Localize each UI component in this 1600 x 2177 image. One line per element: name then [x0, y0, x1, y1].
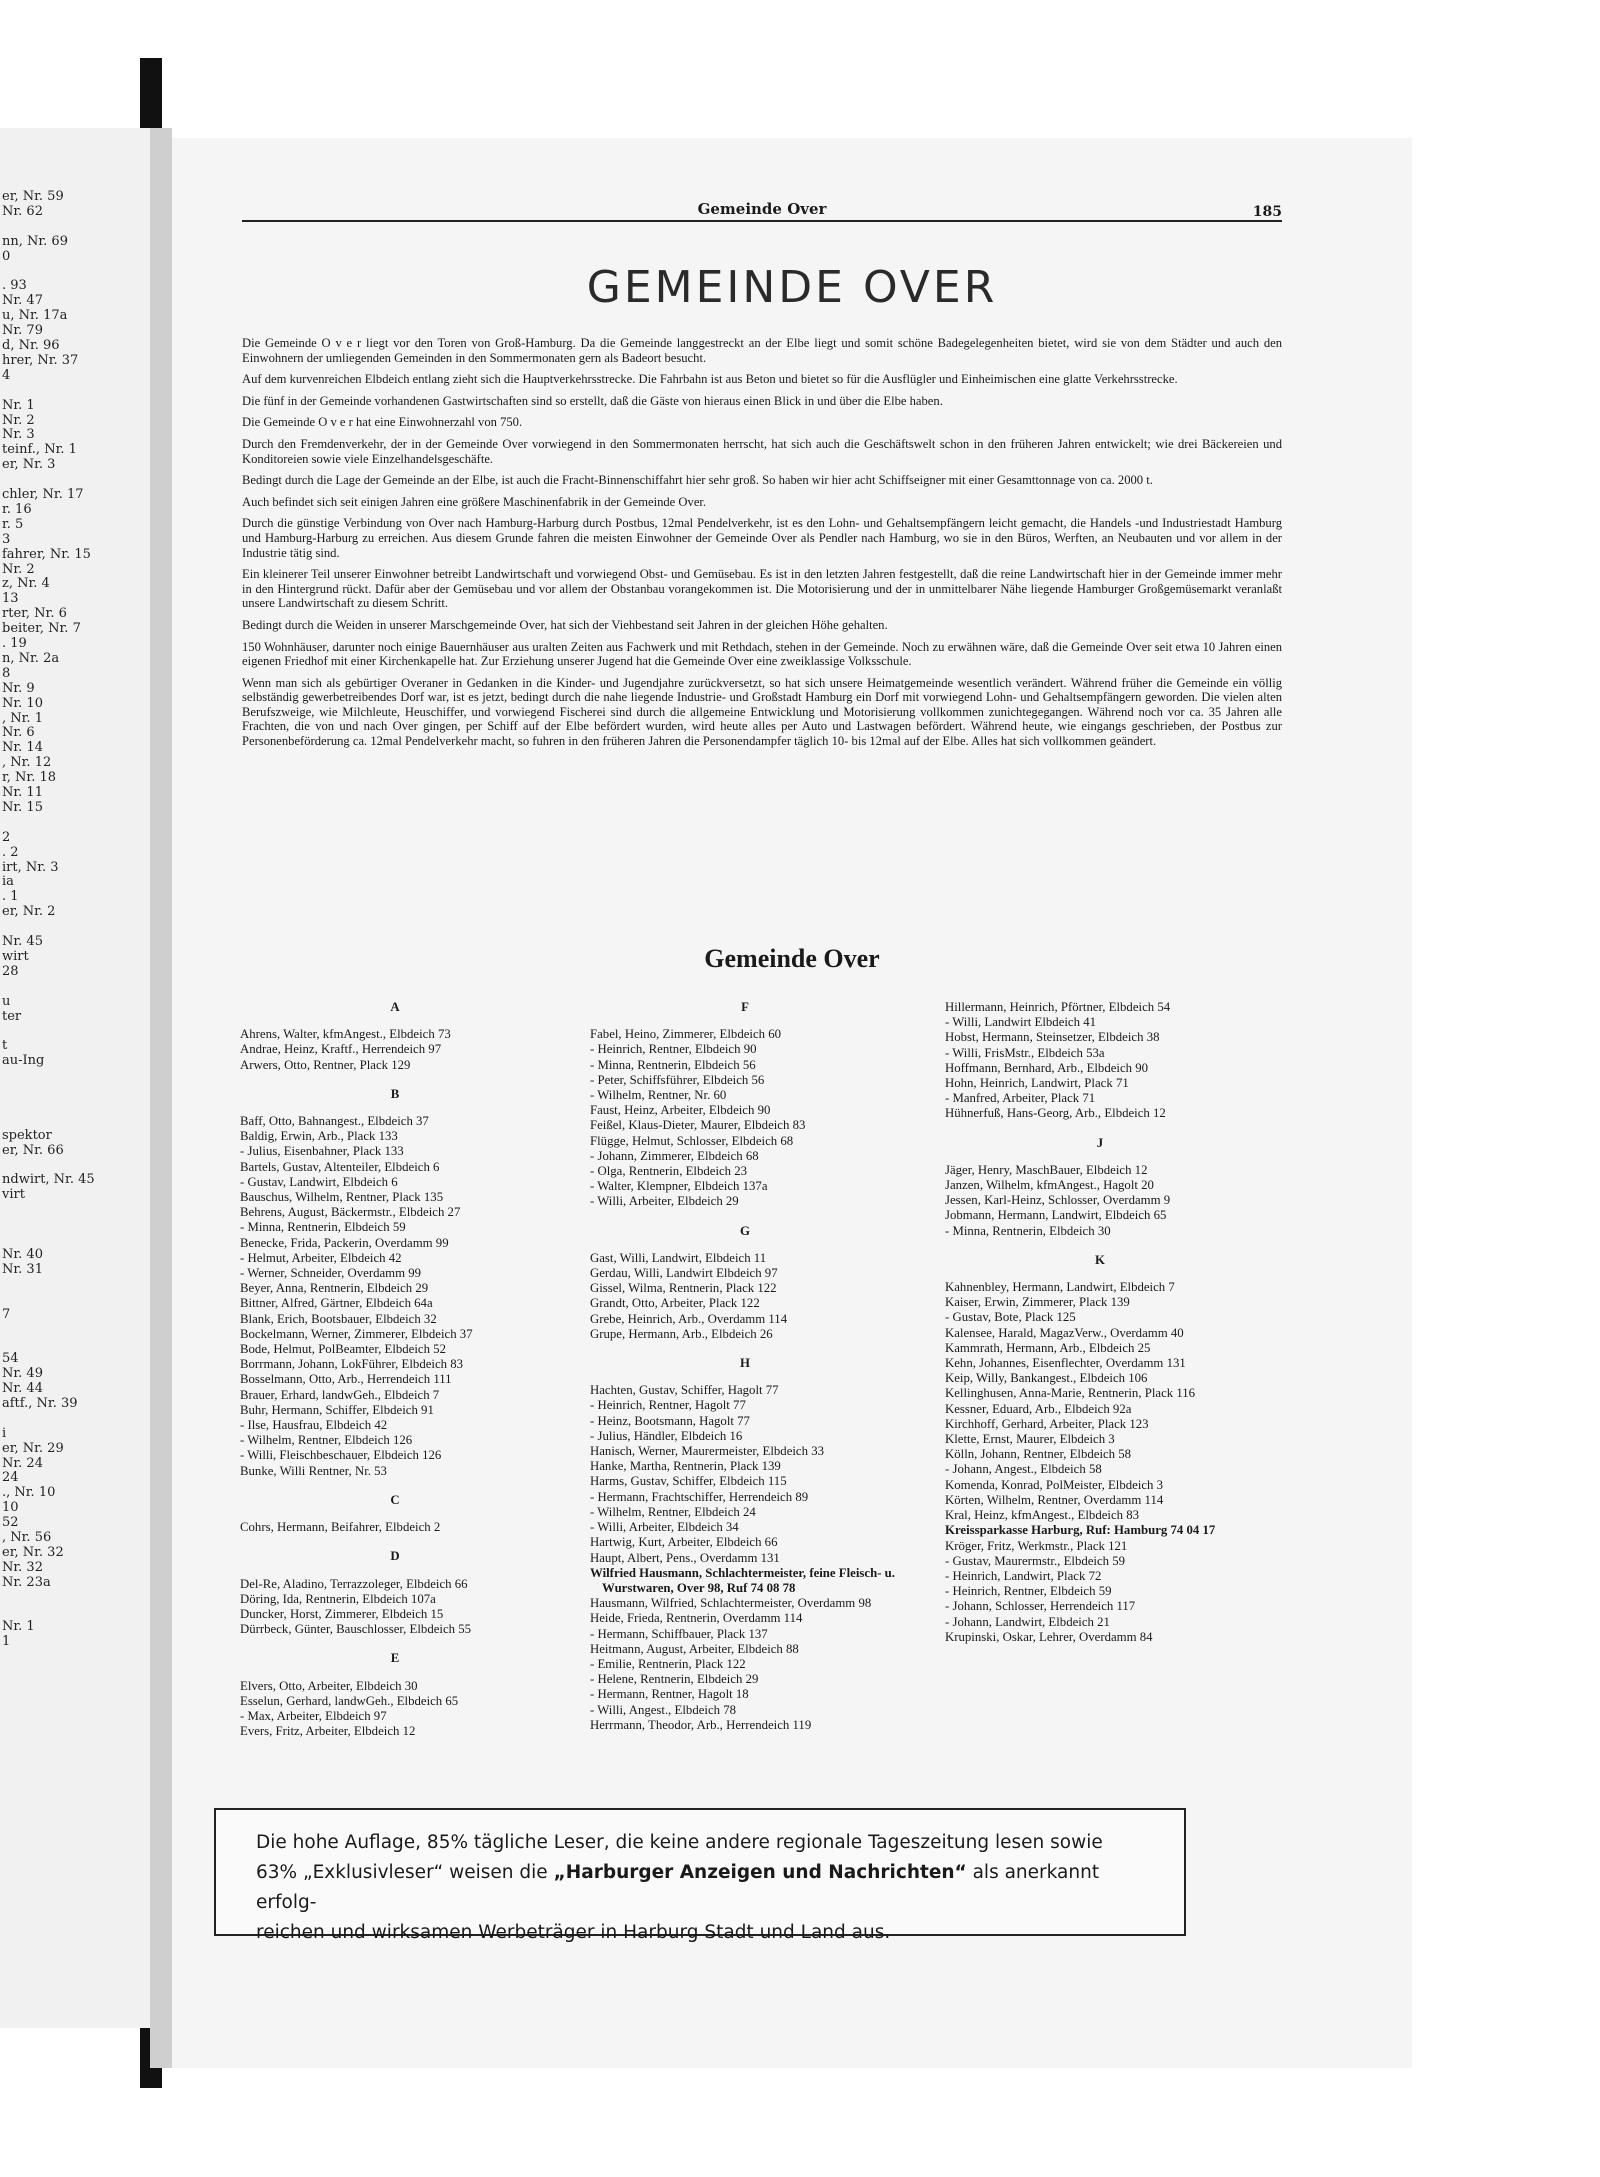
directory-entry: Jäger, Henry, MaschBauer, Elbdeich 12 [945, 1162, 1148, 1177]
advertisement-text [256, 1828, 1144, 1948]
intro-text [242, 336, 1282, 756]
previous-page-line: ., Nr. 10 [2, 1485, 56, 1501]
binding-gutter [150, 128, 172, 2068]
directory-entry: - Hermann, Frachtschiffer, Herrendeich 89 [590, 1489, 809, 1504]
directory-entry: Kröger, Fritz, Werkmstr., Plack 121 [945, 1538, 1128, 1553]
directory-entry: Herrmann, Theodor, Arb., Herrendeich 119 [590, 1717, 812, 1732]
previous-page-line: ia [2, 874, 14, 890]
directory-entry: - Johann, Zimmerer, Elbdeich 68 [590, 1148, 759, 1163]
directory-entry: Keip, Willy, Bankangest., Elbdeich 106 [945, 1371, 1148, 1386]
previous-page-line: virt [2, 1187, 25, 1203]
directory-entry: Kaiser, Erwin, Zimmerer, Plack 139 [945, 1295, 1130, 1310]
previous-page-line: . 93 [2, 278, 27, 294]
directory-entry: Baff, Otto, Bahnangest., Elbdeich 37 [240, 1114, 429, 1129]
intro-paragraph: Die fünf in der Gemeinde vorhandenen Gastwirtschaften sind so erstellt, daß die Gäste von hieraus einen Blick in und über die Elbe haben. [242, 393, 943, 408]
section-letter: D [390, 1549, 400, 1564]
directory-entry: Gerdau, Willi, Landwirt Elbdeich 97 [590, 1266, 778, 1281]
previous-page-line: 52 [2, 1515, 19, 1531]
intro-paragraph: Auf dem kurvenreichen Elbdeich entlang zieht sich die Hauptverkehrsstrecke. Die Fahrbahn ist aus Beton und bietet so für die Ausflügler und Einheimischen eine glatte Verkehrsstrecke. [242, 372, 1178, 387]
advertisement-box [214, 1808, 1186, 1943]
directory-entry: - Willi, Angest., Elbdeich 78 [590, 1702, 737, 1717]
previous-page-line: z, Nr. 4 [2, 576, 50, 592]
previous-page-line: 2 [2, 829, 11, 845]
section-letter: G [740, 1223, 750, 1238]
section-letter: F [741, 1000, 749, 1014]
previous-page-line: 3 [2, 531, 11, 547]
ad-line-2-post: als anerkannt erfolg- [256, 1862, 1100, 1913]
previous-page-line: Nr. 15 [2, 799, 43, 815]
directory-entry: Hühnerfuß, Hans-Georg, Arb., Elbdeich 12 [945, 1106, 1166, 1121]
directory-entry: - Heinrich, Rentner, Hagolt 77 [590, 1398, 746, 1413]
directory-entry: Haupt, Albert, Pens., Overdamm 131 [590, 1550, 780, 1565]
directory-entry: - Olga, Rentnerin, Elbdeich 23 [590, 1164, 748, 1179]
previous-page-line: hrer, Nr. 37 [2, 352, 79, 368]
directory-entry: Komenda, Konrad, PolMeister, Elbdeich 3 [945, 1477, 1164, 1492]
previous-page-line: Nr. 24 [2, 1455, 43, 1471]
previous-page-line: u [2, 993, 11, 1009]
directory-entry: Hillermann, Heinrich, Pförtner, Elbdeich 54 [945, 1000, 1171, 1014]
directory-entry: Kammrath, Hermann, Arb., Elbdeich 25 [945, 1340, 1151, 1355]
directory-entry: Hachten, Gustav, Schiffer, Hagolt 77 [590, 1383, 779, 1398]
previous-page-line: chler, Nr. 17 [2, 487, 84, 502]
directory-entry: Flügge, Helmut, Schlosser, Elbdeich 68 [590, 1133, 794, 1148]
previous-page-line: . 19 [2, 636, 27, 651]
directory-entry: Döring, Ida, Rentnerin, Elbdeich 107a [240, 1591, 436, 1606]
directory-entry: - Hermann, Schiffbauer, Plack 137 [590, 1626, 768, 1641]
directory-entry: Hohn, Heinrich, Landwirt, Plack 71 [945, 1076, 1129, 1091]
directory-entry: - Gustav, Landwirt, Elbdeich 6 [240, 1174, 398, 1189]
directory-entry: Kellinghusen, Anna-Marie, Rentnerin, Plack 116 [945, 1386, 1196, 1401]
directory-entry: Kreissparkasse Harburg, Ruf: Hamburg 74 04 17 [945, 1523, 1216, 1538]
previous-page-line: Nr. 40 [2, 1246, 43, 1262]
ad-line-2 [256, 1858, 1144, 1918]
directory-entry: Bode, Helmut, PolBeamter, Elbdeich 52 [240, 1342, 446, 1357]
section-letter: A [390, 1000, 400, 1014]
previous-page-line: er, Nr. 29 [2, 1440, 64, 1456]
previous-page-line: n, Nr. 2a [2, 650, 60, 666]
directory-entry: Benecke, Frida, Packerin, Overdamm 99 [240, 1235, 449, 1250]
previous-page-line: Nr. 14 [2, 740, 43, 756]
directory-entry: Cohrs, Hermann, Beifahrer, Elbdeich 2 [240, 1520, 441, 1535]
previous-page-line: er, Nr. 66 [2, 1142, 64, 1158]
directory-entry: - Willi, Arbeiter, Elbdeich 34 [590, 1520, 739, 1535]
directory-entry: Bockelmann, Werner, Zimmerer, Elbdeich 37 [240, 1326, 473, 1341]
previous-page-line: 8 [2, 665, 11, 681]
previous-page-line: ndwirt, Nr. 45 [2, 1172, 95, 1188]
directory-entry: Brauer, Erhard, landwGeh., Elbdeich 7 [240, 1387, 440, 1402]
previous-page-line: Nr. 1 [2, 397, 35, 413]
running-title: Gemeinde Over [697, 200, 827, 218]
previous-page-line: u, Nr. 17a [2, 308, 68, 324]
directory-entry: Hanke, Martha, Rentnerin, Plack 139 [590, 1459, 781, 1474]
directory-entry: Bauschus, Wilhelm, Rentner, Plack 135 [240, 1190, 444, 1205]
directory-entry: Beyer, Anna, Rentnerin, Elbdeich 29 [240, 1281, 429, 1296]
directory-entry: Baldig, Erwin, Arb., Plack 133 [240, 1129, 398, 1144]
previous-page-line: 28 [2, 963, 19, 979]
directory-entry: - Heinz, Bootsmann, Hagolt 77 [590, 1413, 750, 1428]
directory-entry: Blank, Erich, Bootsbauer, Elbdeich 32 [240, 1311, 437, 1326]
previous-page-line: irt, Nr. 3 [2, 859, 59, 875]
directory-entry: Evers, Fritz, Arbeiter, Elbdeich 12 [240, 1724, 416, 1739]
directory-entry: Hobst, Hermann, Steinsetzer, Elbdeich 38 [945, 1030, 1160, 1045]
directory-entry: Elvers, Otto, Arbeiter, Elbdeich 30 [240, 1678, 418, 1693]
previous-page-line: 4 [2, 367, 11, 383]
previous-page-line: Nr. 49 [2, 1366, 43, 1382]
running-header [242, 200, 1282, 222]
previous-page-line: fahrer, Nr. 15 [2, 546, 91, 562]
directory-entry: Grupe, Hermann, Arb., Elbdeich 26 [590, 1326, 773, 1341]
directory-entry: - Willi, Landwirt Elbdeich 41 [945, 1015, 1097, 1030]
previous-page-line: Nr. 47 [2, 293, 43, 309]
directory-entry: Kahnenbley, Hermann, Landwirt, Elbdeich 7 [945, 1280, 1175, 1295]
directory-entry: - Hermann, Rentner, Hagolt 18 [590, 1687, 749, 1702]
previous-page-line: d, Nr. 96 [2, 338, 60, 353]
directory-entry: - Minna, Rentnerin, Elbdeich 30 [945, 1223, 1111, 1238]
previous-page-line: . 2 [2, 844, 19, 860]
directory-entry: - Max, Arbeiter, Elbdeich 97 [240, 1708, 387, 1723]
directory-entry: Bunke, Willi Rentner, Nr. 53 [240, 1463, 387, 1478]
directory-entry: Fabel, Heino, Zimmerer, Elbdeich 60 [590, 1027, 782, 1042]
directory-entry: Gissel, Wilma, Rentnerin, Plack 122 [590, 1281, 777, 1296]
previous-page-line: nn, Nr. 69 [2, 233, 68, 249]
directory-column-1 [240, 1000, 550, 1739]
directory-entry: Buhr, Hermann, Schiffer, Elbdeich 91 [240, 1402, 434, 1417]
intro-paragraph: 150 Wohnhäuser, darunter noch einige Bauernhäuser aus uralten Zeiten aus Fachwerk und mit Rethdach, stehen in der Gemeinde. Noch zu erwähnen wäre, daß die Gemeinde Over seit etwa 10 Jahren einen eigenen Friedhof mit einer Kirchenkapelle hat. Zur Erziehung unserer Jugend hat die Gemeinde Over eine zweiklassige Volksschule. [242, 639, 1282, 669]
previous-page-line: aftf., Nr. 39 [2, 1395, 78, 1411]
directory-entry: Del-Re, Aladino, Terrazzoleger, Elbdeich 66 [240, 1576, 468, 1591]
previous-page-line: er, Nr. 2 [2, 904, 56, 920]
directory-entry: Krupinski, Oskar, Lehrer, Overdamm 84 [945, 1629, 1153, 1644]
intro-paragraph: Ein kleinerer Teil unserer Einwohner betreibt Landwirtschaft und vorwiegend Obst- und Gemüsebau. Es ist in den letzten Jahren festgestellt, daß die reine Landwirtschaft hier in der Gemeinde immer mehr in den Hintergrund rückt. Dafür aber der Gemüsebau und vor allem der Obstanbau vorangekommen ist. Die Motorisierung und der in unmittelbarer Nähe liegende Hamburger Großgemüsemarkt veranlaßt unsere Landwirtschaft zu diesem Schritt. [242, 567, 1282, 611]
previous-page-line: 13 [2, 591, 19, 607]
ad-newspaper-name: „Harburger Anzeigen und Nachrichten“ [553, 1862, 967, 1883]
directory-entry: - Gustav, Maurermstr., Elbdeich 59 [945, 1553, 1126, 1568]
directory-entry: - Julius, Händler, Elbdeich 16 [590, 1428, 743, 1443]
previous-page-line: Nr. 2 [2, 561, 35, 577]
directory-column-2 [590, 1000, 900, 1733]
previous-page-line: r, Nr. 18 [2, 770, 57, 786]
previous-page-line: spektor [2, 1127, 52, 1143]
previous-page-line: 10 [2, 1500, 19, 1516]
previous-page-line: Nr. 62 [2, 203, 43, 219]
ad-line-2-pre: 63% „Exklusivleser“ weisen die [256, 1862, 554, 1883]
directory-entry: - Minna, Rentnerin, Elbdeich 56 [590, 1057, 756, 1072]
directory-entry: Kalensee, Harald, MagazVerw., Overdamm 40 [945, 1325, 1184, 1340]
directory-entry: Grebe, Heinrich, Arb., Overdamm 114 [590, 1311, 788, 1326]
directory-entry: Grandt, Otto, Arbeiter, Plack 122 [590, 1296, 760, 1311]
directory-entry: - Wilhelm, Rentner, Elbdeich 24 [590, 1504, 756, 1519]
directory-entry: - Johann, Angest., Elbdeich 58 [945, 1462, 1102, 1477]
section-letter: J [1096, 1135, 1104, 1150]
directory-entry: Hanisch, Werner, Maurermeister, Elbdeich 33 [590, 1444, 825, 1459]
previous-page-line: , Nr. 1 [2, 710, 43, 726]
previous-page-line: Nr. 9 [2, 680, 35, 696]
previous-page-line: Nr. 10 [2, 695, 43, 711]
directory-entry: Heide, Frieda, Rentnerin, Overdamm 114 [590, 1611, 803, 1626]
directory-entry: - Helene, Rentnerin, Elbdeich 29 [590, 1672, 759, 1687]
directory-entry: - Gustav, Bote, Plack 125 [945, 1310, 1076, 1325]
directory-entry: Janzen, Wilhelm, kfmAngest., Hagolt 20 [945, 1178, 1154, 1193]
page-185 [172, 138, 1412, 2068]
previous-page-line: r. 16 [2, 501, 32, 517]
intro-paragraph: Die Gemeinde O v e r hat eine Einwohnerzahl von 750. [242, 415, 523, 430]
directory-entry: - Wilhelm, Rentner, Nr. 60 [590, 1088, 727, 1103]
directory-entry: Kirchhoff, Gerhard, Arbeiter, Plack 123 [945, 1416, 1149, 1431]
directory-entry: - Walter, Klempner, Elbdeich 137a [590, 1179, 768, 1194]
previous-page-line: t [2, 1038, 8, 1054]
intro-paragraph: Durch den Fremdenverkehr, der in der Gemeinde Over vorwiegend in den Sommermonaten herrscht, hat sich auch die Geschäftswelt schon in den früheren Jahren entwickelt; wie drei Bäckereien und Konditoreien sowie viele Einzelhandelsgeschäfte. [242, 436, 1282, 466]
directory-entry: Bosselmann, Otto, Arb., Herrendeich 111 [240, 1372, 452, 1387]
previous-page-line: er, Nr. 32 [2, 1544, 64, 1560]
previous-page-line: , Nr. 56 [2, 1530, 52, 1545]
directory-entry: Faust, Heinz, Arbeiter, Elbdeich 90 [590, 1103, 771, 1118]
directory-title: Gemeinde Over [704, 944, 880, 973]
directory-entry: Kehn, Johannes, Eisenflechter, Overdamm 131 [945, 1356, 1186, 1371]
directory-entry: Jobmann, Hermann, Landwirt, Elbdeich 65 [945, 1208, 1167, 1223]
previous-page-line: Nr. 79 [2, 323, 43, 339]
previous-page-line: Nr. 45 [2, 934, 43, 949]
directory-entry: Jessen, Karl-Heinz, Schlosser, Overdamm 9 [945, 1193, 1171, 1208]
directory-entry: Behrens, August, Bäckermstr., Elbdeich 27 [240, 1205, 461, 1220]
directory-entry: Borrmann, Johann, LokFührer, Elbdeich 83 [240, 1357, 464, 1372]
section-letter: H [740, 1356, 750, 1371]
previous-page-line: r. 5 [2, 516, 24, 532]
directory-column-3 [945, 1000, 1255, 1645]
previous-page-line: Nr. 32 [2, 1559, 43, 1575]
previous-page-line: au-Ing [2, 1053, 45, 1069]
directory-entry: Arwers, Otto, Rentner, Plack 129 [240, 1057, 411, 1072]
directory-entry: - Johann, Landwirt, Elbdeich 21 [945, 1614, 1110, 1629]
previous-page-line: Nr. 11 [2, 785, 43, 800]
directory-entry: - Manfred, Arbeiter, Plack 71 [945, 1091, 1096, 1106]
directory-entry: - Willi, Fleischbeschauer, Elbdeich 126 [240, 1448, 442, 1463]
directory-entry: - Peter, Schiffsführer, Elbdeich 56 [590, 1072, 765, 1087]
previous-page-line: er, Nr. 3 [2, 457, 56, 473]
directory-entry: Bartels, Gustav, Altenteiler, Elbdeich 6 [240, 1159, 440, 1174]
directory-entry: - Wilhelm, Rentner, Elbdeich 126 [240, 1433, 413, 1448]
directory-entry: - Johann, Schlosser, Herrendeich 117 [945, 1599, 1136, 1614]
directory-entry: - Willi, Arbeiter, Elbdeich 29 [590, 1194, 739, 1209]
directory-entry: Klette, Ernst, Maurer, Elbdeich 3 [945, 1432, 1115, 1447]
previous-page-line: rter, Nr. 6 [2, 606, 67, 622]
section-letter: E [390, 1651, 400, 1666]
previous-page-line: Nr. 23a [2, 1574, 51, 1590]
section-letter: C [390, 1492, 400, 1507]
section-letter: B [390, 1086, 400, 1101]
page-number: 185 [1252, 204, 1282, 220]
previous-page-line: 7 [2, 1306, 11, 1322]
section-letter: K [1095, 1252, 1105, 1267]
previous-page-line: Nr. 31 [2, 1261, 43, 1277]
directory-entry: Kessner, Eduard, Arb., Elbdeich 92a [945, 1401, 1132, 1416]
intro-paragraph: Bedingt durch die Lage der Gemeinde an der Elbe, ist auch die Fracht-Binnenschiffahrt hier sehr groß. So haben wir hier acht Schiffseigner mit einer Gesamttonnage von ca. 2000 t. [242, 473, 1153, 488]
directory-entry: - Willi, FrisMstr., Elbdeich 53a [945, 1045, 1105, 1060]
previous-page-line: 1 [2, 1634, 11, 1650]
directory-entry: Andrae, Heinz, Kraftf., Herrendeich 97 [240, 1042, 442, 1057]
directory-entry: Heitmann, August, Arbeiter, Elbdeich 88 [590, 1641, 799, 1656]
intro-paragraph: Wenn man sich als gebürtiger Overaner in Gedanken in die Kinder- und Jugendjahre zurückversetzt, so hat sich unsere Heimatgemeinde wesentlich verändert. Während früher die Gemeinde ein völlig selbständig gewerbetreibendes Dorf war, ist es jetzt, bedingt durch die nahe liegende Industrie- und Großstadt Hamburg ein Dorf mit vorwiegend Lohn- und Gehaltsempfängern geworden. Die vielen alten Berufszweige, wie Milchleute, Heuschiffer, und vorwiegend Fischerei sind durch die allgemeine Entwicklung und Motorisierung vollkommen zunichtegegangen. Während noch vor ca. 35 Jahren alle Frachten, die von und nach Over gingen, per Schiff auf der Elbe befördert wurden, wird heute alles per Auto und Lastwagen befördert. Während heute, wie eingangs geschrieben, der Postbus zur Personenbeförderung ca. 12mal Pendelverkehr macht, so fuhren in den früheren Jahren die Personendampfer täglich 10- bis 12mal auf der Elbe. Alles hat sich vollkommen geändert. [242, 675, 1282, 749]
directory-entry: - Minna, Rentnerin, Elbdeich 59 [240, 1220, 406, 1235]
directory-entry: Kölln, Johann, Rentner, Elbdeich 58 [945, 1447, 1132, 1462]
directory-entry: - Heinrich, Rentner, Elbdeich 59 [945, 1584, 1112, 1599]
directory-entry: Ahrens, Walter, kfmAngest., Elbdeich 73 [240, 1027, 451, 1042]
directory-entry: Körten, Wilhelm, Rentner, Overdamm 114 [945, 1492, 1164, 1507]
directory-entry: Harms, Gustav, Schiffer, Elbdeich 115 [590, 1474, 787, 1489]
directory-entry: Duncker, Horst, Zimmerer, Elbdeich 15 [240, 1606, 444, 1621]
previous-page-line: 54 [2, 1351, 19, 1367]
intro-paragraph: Die Gemeinde O v e r liegt vor den Toren von Groß-Hamburg. Da die Gemeinde langgestreckt an der Elbe liegt und somit schöne Badegelegenheiten bietet, wird sie von dem Städter und auch den Einwohnern der umliegenden Gemeinden in den Sommermonaten gern als Badeort besucht. [242, 336, 1282, 365]
directory-entry: Esselun, Gerhard, landwGeh., Elbdeich 65 [240, 1693, 459, 1708]
intro-paragraph: Bedingt durch die Weiden in unserer Marschgemeinde Over, hat sich der Viehbestand seit Jahren in der gleichen Höhe gehalten. [242, 617, 888, 632]
directory-entry: - Ilse, Hausfrau, Elbdeich 42 [240, 1418, 388, 1433]
previous-page-line: i [2, 1425, 7, 1441]
directory-entry: Feißel, Klaus-Dieter, Maurer, Elbdeich 83 [590, 1118, 806, 1133]
previous-page-line: ter [2, 1008, 22, 1024]
ad-line-3: reichen und wirksamen Werbeträger in Harburg Stadt und Land aus. [256, 1922, 891, 1943]
directory-entry: Wilfried Hausmann, Schlachtermeister, feine Fleisch- u. Wurstwaren, Over 98, Ruf 74 08 78 [590, 1565, 895, 1595]
previous-page-line: Nr. 3 [2, 427, 35, 443]
intro-paragraph: Durch die günstige Verbindung von Over nach Hamburg-Harburg durch Postbus, 12mal Pendelverkehr, ist es den Lohn- und Gehaltsempfängern leicht gemacht, die Handels -und Industriestadt Hamburg und Hamburg-Harburg zu erreichen. Aus diesem Grunde fahren die meisten Einwohner der Gemeinde Over als Pendler nach Hamburg, wo sie in den Büros, Werften, an Neubauten und vor allem in der Industrie tätig sind. [242, 516, 1282, 560]
directory-entry: - Werner, Schneider, Overdamm 99 [240, 1266, 422, 1281]
previous-page-line: wirt [2, 948, 29, 964]
previous-page-line: teinf., Nr. 1 [2, 442, 77, 458]
previous-page-line: 0 [2, 248, 11, 264]
ad-line-1: Die hohe Auflage, 85% tägliche Leser, die keine andere regionale Tageszeitung lesen sowie [256, 1832, 1103, 1853]
directory-entry: - Heinrich, Rentner, Elbdeich 90 [590, 1042, 757, 1057]
page-title: GEMEINDE OVER [586, 262, 998, 313]
previous-page-line: , Nr. 12 [2, 755, 52, 771]
previous-page-line: Nr. 6 [2, 725, 35, 741]
directory-entry: - Julius, Eisenbahner, Plack 133 [240, 1144, 404, 1159]
previous-page-line: 24 [2, 1470, 19, 1486]
directory-entry: Hartwig, Kurt, Arbeiter, Elbdeich 66 [590, 1535, 778, 1550]
directory-entry: Kral, Heinz, kfmAngest., Elbdeich 83 [945, 1508, 1140, 1523]
previous-page-line: er, Nr. 59 [2, 189, 64, 204]
directory-entry: - Emilie, Rentnerin, Plack 122 [590, 1656, 746, 1671]
previous-page-line: . 1 [2, 889, 19, 905]
directory-entry: Bittner, Alfred, Gärtner, Elbdeich 64a [240, 1296, 433, 1311]
directory-entry: Dürrbeck, Günter, Bauschlosser, Elbdeich 55 [240, 1622, 472, 1637]
previous-page-line: Nr. 1 [2, 1619, 35, 1635]
directory-entry: Hausmann, Wilfried, Schlachtermeister, Overdamm 98 [590, 1596, 872, 1611]
directory-entry: - Heinrich, Landwirt, Plack 72 [945, 1568, 1102, 1583]
directory-entry: Gast, Willi, Landwirt, Elbdeich 11 [590, 1250, 767, 1265]
previous-page-fragment [0, 128, 150, 2028]
previous-page-line: Nr. 2 [2, 412, 35, 428]
directory-entry: Hoffmann, Bernhard, Arb., Elbdeich 90 [945, 1060, 1149, 1075]
previous-page-line: beiter, Nr. 7 [2, 621, 81, 637]
directory-entry: - Helmut, Arbeiter, Elbdeich 42 [240, 1250, 402, 1265]
intro-paragraph: Auch befindet sich seit einigen Jahren eine größere Maschinenfabrik in der Gemeinde Over. [242, 494, 707, 509]
previous-page-line: Nr. 44 [2, 1381, 43, 1396]
